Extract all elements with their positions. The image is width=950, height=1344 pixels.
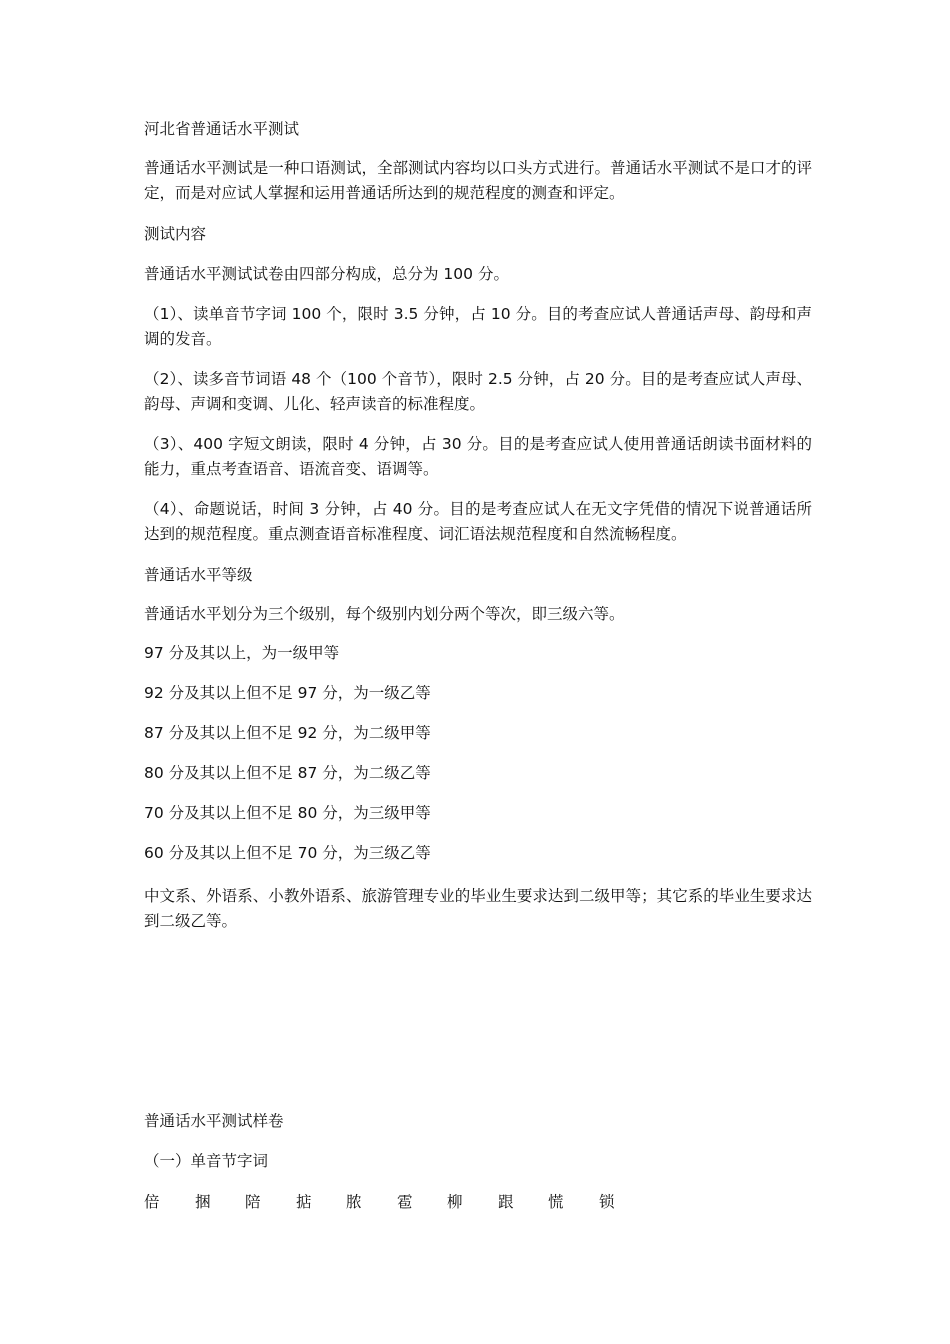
intro-paragraph: 普通话水平测试是一种口语测试，全部测试内容均以口头方式进行。普通话水平测试不是口才的评定，而是对应试人掌握和运用普通话所达到的规范程度的测查和评定。 bbox=[144, 159, 812, 202]
sample-character: 陪 bbox=[245, 1193, 261, 1211]
sample-character: 雹 bbox=[397, 1193, 413, 1211]
part-2-paragraph: （2）、读多音节词语 48 个（100 个音节），限时 2.5 分钟，占 20 分。目的是考查应试人声母、韵母、声调和变调、儿化、轻声读音的标准程度。 bbox=[144, 370, 812, 413]
levels-summary: 普通话水平划分为三个级别，每个级别内划分两个等次，即三级六等。 bbox=[144, 605, 625, 623]
level-item: 60 分及其以上但不足 70 分，为三级乙等 bbox=[144, 844, 431, 862]
part-1-paragraph: （1）、读单音节字词 100 个，限时 3.5 分钟，占 10 分。目的考查应试人普通话声母、韵母和声调的发音。 bbox=[144, 305, 812, 348]
sample-character: 跟 bbox=[498, 1193, 514, 1211]
sample-section-heading: （一）单音节字词 bbox=[144, 1152, 269, 1170]
sample-character: 倍 bbox=[144, 1193, 160, 1211]
content-summary: 普通话水平测试试卷由四部分构成，总分为 100 分。 bbox=[144, 265, 509, 283]
sample-character: 慌 bbox=[548, 1193, 564, 1211]
levels-heading: 普通话水平等级 bbox=[144, 566, 253, 584]
content-heading: 测试内容 bbox=[144, 225, 207, 243]
requirement-paragraph: 中文系、外语系、小教外语系、旅游管理专业的毕业生要求达到二级甲等；其它系的毕业生要求达到二级乙等。 bbox=[144, 887, 812, 930]
level-item: 92 分及其以上但不足 97 分，为一级乙等 bbox=[144, 684, 431, 702]
level-item: 70 分及其以上但不足 80 分，为三级甲等 bbox=[144, 804, 431, 822]
sample-character: 锁 bbox=[599, 1193, 615, 1211]
sample-title: 普通话水平测试样卷 bbox=[144, 1112, 284, 1130]
sample-character: 捆 bbox=[195, 1193, 211, 1211]
sample-character: 掂 bbox=[296, 1193, 312, 1211]
part-4-paragraph: （4）、命题说话，时间 3 分钟，占 40 分。目的是考查应试人在无文字凭借的情况下说普通话所达到的规范程度。重点测查语音标准程度、词汇语法规范程度和自然流畅程度。 bbox=[144, 500, 812, 543]
document-title: 河北省普通话水平测试 bbox=[144, 120, 300, 138]
sample-character: 柳 bbox=[447, 1193, 463, 1211]
level-item: 80 分及其以上但不足 87 分，为二级乙等 bbox=[144, 764, 431, 782]
part-3-paragraph: （3）、400 字短文朗读，限时 4 分钟，占 30 分。目的是考查应试人使用普通话朗读书面材料的能力，重点考查语音、语流音变、语调等。 bbox=[144, 435, 812, 478]
level-item: 87 分及其以上但不足 92 分，为二级甲等 bbox=[144, 724, 431, 742]
sample-character: 脓 bbox=[346, 1193, 362, 1211]
level-item: 97 分及其以上，为一级甲等 bbox=[144, 644, 340, 662]
